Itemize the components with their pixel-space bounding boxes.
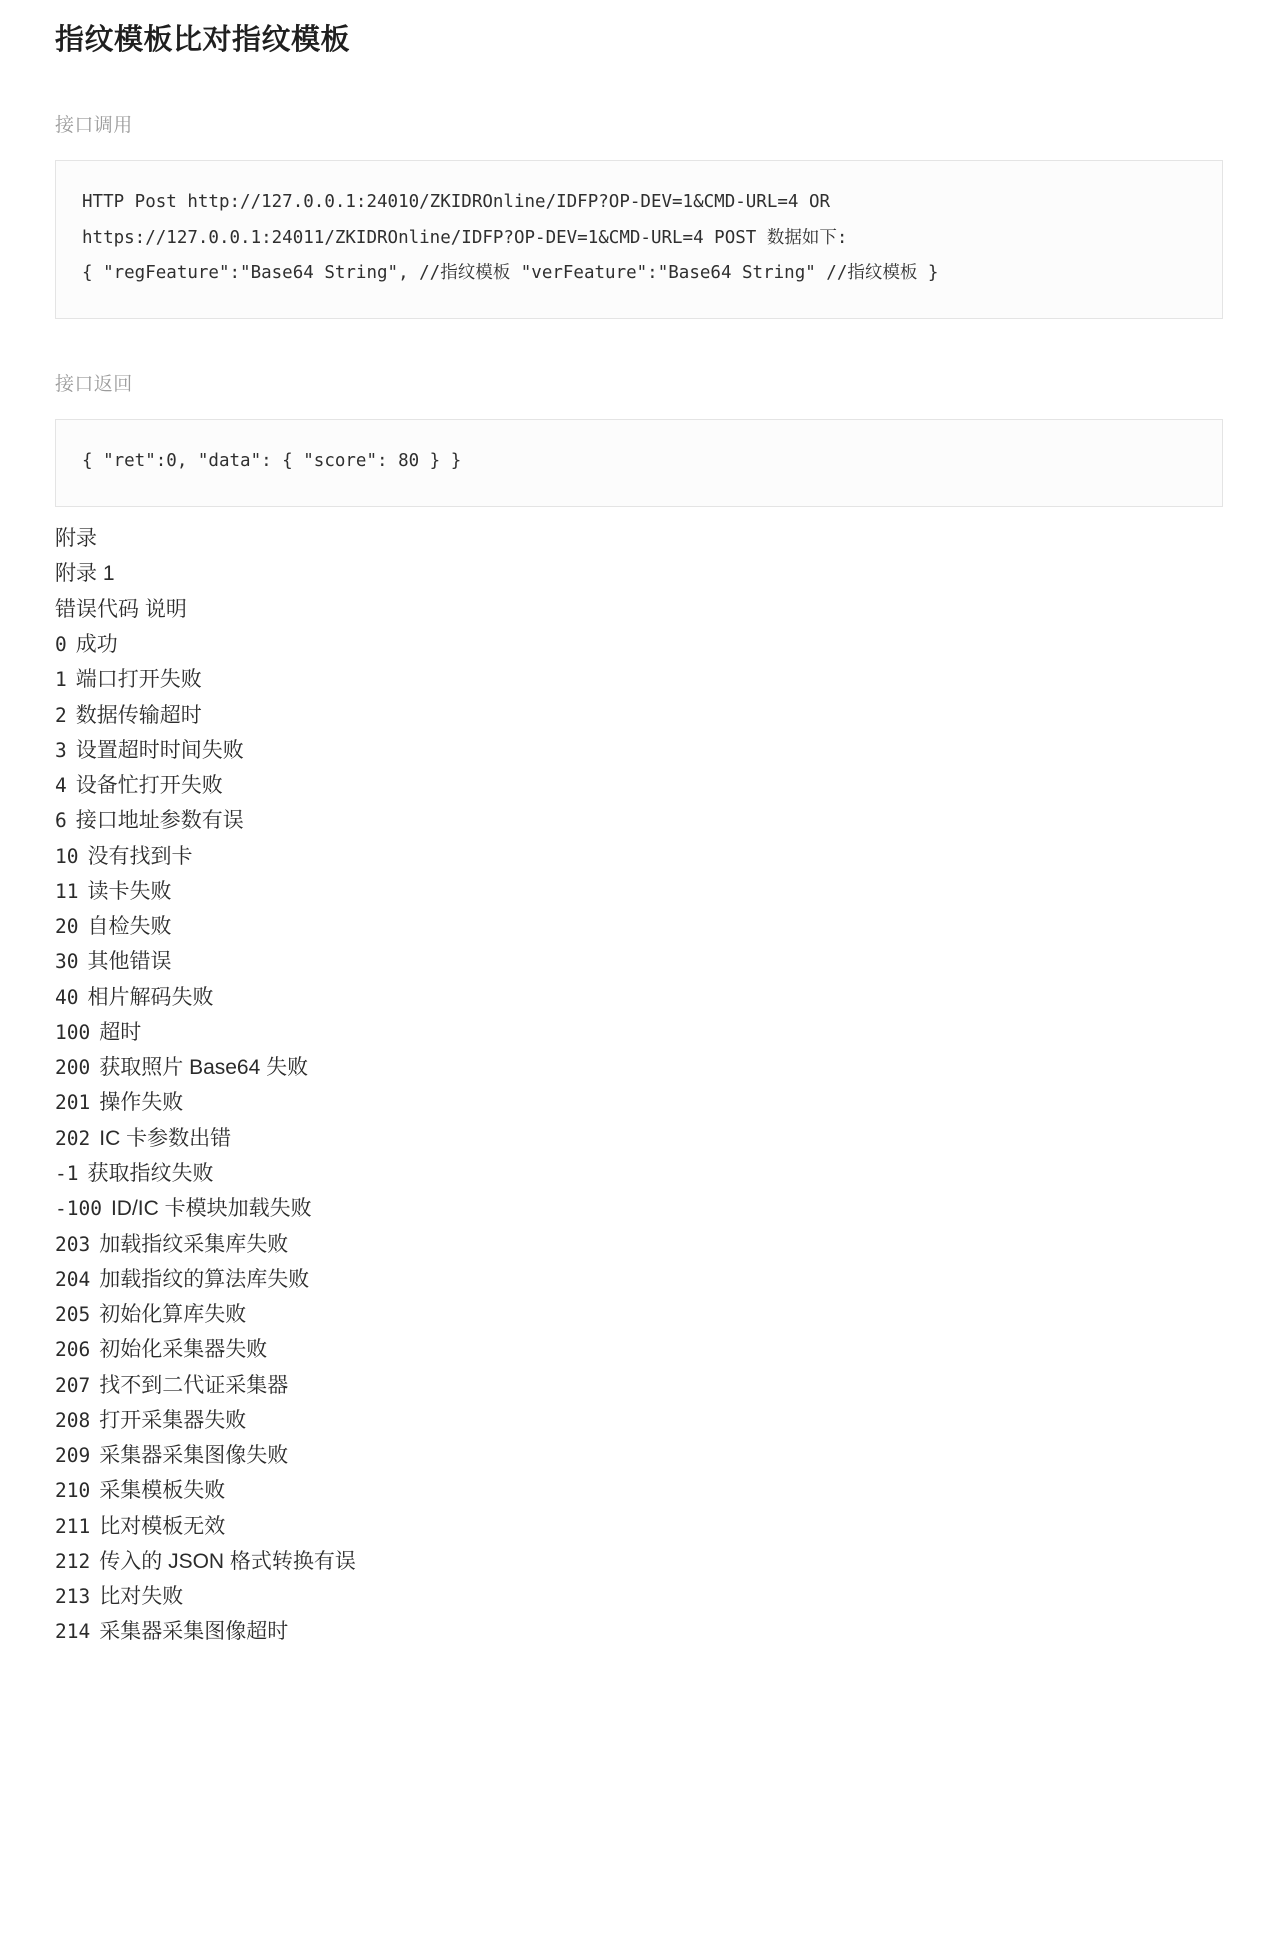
error-desc: IC 卡参数出错 [99,1126,232,1150]
table-row [55,1156,1223,1191]
table-row [55,980,1223,1015]
error-code: 203 [55,1232,91,1256]
table-row [55,1085,1223,1120]
table-row [55,1050,1223,1085]
error-desc: 相片解码失败 [87,985,214,1009]
table-row [55,627,1223,662]
appendix-section [55,521,1223,1650]
error-desc: 读卡失败 [87,879,172,903]
error-code: 1 [55,668,67,692]
error-code: 202 [55,1126,91,1150]
error-desc: 端口打开失败 [75,668,202,692]
table-row [55,1262,1223,1297]
table-row [55,1544,1223,1579]
error-code: 209 [55,1444,91,1468]
request-code-line: https://127.0.0.1:24011/ZKIDROnline/IDFP?OP-DEV=1&CMD-URL=4 POST 数据如下: [82,227,848,248]
response-code-block [55,419,1223,507]
table-row [55,803,1223,838]
table-row [55,698,1223,733]
error-code: 40 [55,985,79,1009]
error-desc: ID/IC 卡模块加载失败 [110,1197,312,1221]
error-code: 200 [55,1056,91,1080]
error-code: 204 [55,1267,91,1291]
table-row [55,1509,1223,1544]
error-code: 2 [55,703,67,727]
error-code: 3 [55,738,67,762]
section-label-request: 接口调用 [55,114,133,136]
error-code: 205 [55,1303,91,1327]
error-desc: 初始化算库失败 [99,1303,247,1327]
error-code: 11 [55,879,79,903]
error-desc: 超时 [99,1020,142,1044]
error-desc: 初始化采集器失败 [99,1338,268,1362]
error-code: -1 [55,1161,79,1185]
error-desc: 其他错误 [87,950,172,974]
request-code-line: HTTP Post http://127.0.0.1:24010/ZKIDROnline/IDFP?OP-DEV=1&CMD-URL=4 OR [82,191,831,212]
error-code: -100 [55,1197,102,1221]
error-desc: 数据传输超时 [75,703,202,727]
response-code-line: { "ret":0, "data": { "score": 80 } } [82,451,462,472]
table-row [55,944,1223,979]
error-code: 10 [55,844,79,868]
table-row [55,874,1223,909]
error-desc: 采集模板失败 [99,1479,226,1503]
error-desc: 设备忙打开失败 [75,774,223,798]
table-row [55,1438,1223,1473]
table-row [55,733,1223,768]
table-row [55,1227,1223,1262]
table-row [55,1368,1223,1403]
error-desc: 自检失败 [87,915,172,939]
table-row [55,768,1223,803]
error-code: 20 [55,915,79,939]
error-code: 208 [55,1408,91,1432]
table-row [55,1297,1223,1332]
table-row [55,1015,1223,1050]
error-desc: 比对模板无效 [99,1514,226,1538]
table-row [55,1191,1223,1226]
error-code: 0 [55,632,67,656]
error-desc: 获取照片 Base64 失败 [99,1056,309,1080]
table-row [55,839,1223,874]
error-code: 201 [55,1091,91,1115]
request-code-block [55,160,1223,320]
table-row [55,662,1223,697]
table-row [55,909,1223,944]
document-page [0,22,1278,1690]
error-code: 213 [55,1585,91,1609]
error-code: 211 [55,1514,91,1538]
error-desc: 比对失败 [99,1585,184,1609]
error-desc: 设置超时时间失败 [75,738,244,762]
error-desc: 找不到二代证采集器 [99,1373,289,1397]
error-code: 6 [55,809,67,833]
error-code: 4 [55,774,67,798]
section-label-response: 接口返回 [55,374,133,396]
error-code: 207 [55,1373,91,1397]
error-desc: 传入的 JSON 格式转换有误 [99,1549,356,1573]
appendix-sub-heading: 附录 1 [55,562,115,586]
error-code: 214 [55,1620,91,1644]
request-code-line: { "regFeature":"Base64 String", //指纹模板 "verFeature":"Base64 String" //指纹模板 } [82,263,939,284]
table-row [55,1403,1223,1438]
error-desc: 操作失败 [99,1091,184,1115]
error-desc: 打开采集器失败 [99,1408,247,1432]
page-title: 指纹模板比对指纹模板 [55,24,351,56]
table-row [55,1614,1223,1649]
error-code: 206 [55,1338,91,1362]
error-code: 212 [55,1549,91,1573]
error-code: 100 [55,1020,91,1044]
error-desc: 成功 [75,632,118,656]
error-code: 30 [55,950,79,974]
error-desc: 没有找到卡 [87,844,193,868]
error-desc: 加载指纹采集库失败 [99,1232,289,1256]
error-desc: 采集器采集图像超时 [99,1620,289,1644]
table-row [55,1579,1223,1614]
error-desc: 加载指纹的算法库失败 [99,1267,310,1291]
table-row [55,1332,1223,1367]
table-row [55,1473,1223,1508]
error-table-header: 错误代码 说明 [55,597,187,621]
table-row [55,1121,1223,1156]
error-desc: 获取指纹失败 [87,1161,214,1185]
error-desc: 采集器采集图像失败 [99,1444,289,1468]
error-code: 210 [55,1479,91,1503]
appendix-heading: 附录 [55,527,97,551]
error-desc: 接口地址参数有误 [75,809,244,833]
